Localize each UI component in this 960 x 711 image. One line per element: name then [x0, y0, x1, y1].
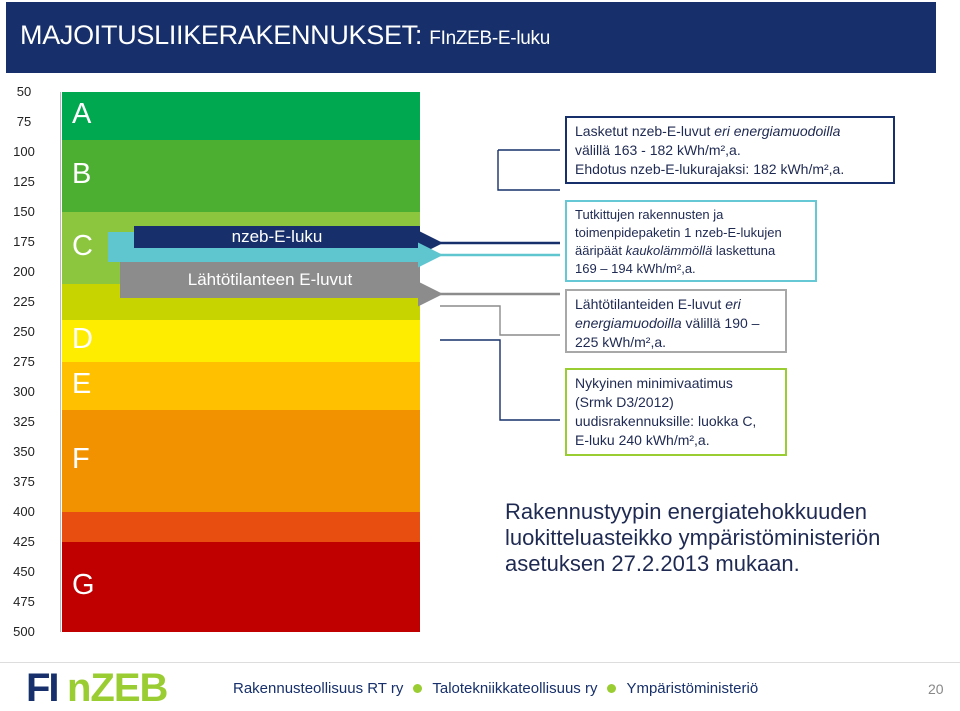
callout-bracket-3: [440, 340, 560, 420]
energy-class-label: G: [72, 569, 95, 601]
energy-class-label: C: [72, 230, 93, 262]
y-tick-label: 50: [16, 84, 32, 99]
energy-class-label: B: [72, 158, 92, 190]
energy-class-band: [62, 542, 420, 632]
y-tick-label: 500: [13, 624, 35, 639]
finzeb-logo: [26, 667, 201, 707]
page-title: MAJOITUSLIIKERAKENNUKSET: FInZEB-E-luku: [20, 20, 550, 50]
y-tick-label: 275: [13, 354, 35, 369]
callout-nzeb-calculated: Lasketut nzeb-E-luvut eri energiamuodoilla välillä 163 - 182 kWh/m²,a. Ehdotus nzeb-E-lukurajaksi: 182 kWh/m²,a.: [565, 116, 895, 184]
callout-bracket-2: [440, 306, 560, 335]
y-tick-label: 250: [13, 324, 35, 339]
footer-partners: Rakennusteollisuus RT ry Talotekniikkateollisuus ry Ympäristöministeriö: [233, 680, 759, 697]
y-tick-label: 125: [13, 174, 35, 189]
callout-district-heating: Tutkittujen rakennusten ja toimenpidepaketin 1 nzeb-E-lukujen ääripäät kaukolämmöllä laskettuna 169 – 194 kWh/m²,a.: [565, 200, 817, 282]
title-bar: [6, 2, 936, 73]
y-tick-label: 475: [13, 594, 35, 609]
energy-class-label: E: [72, 368, 92, 400]
y-tick-label: 150: [13, 204, 35, 219]
svg-text:nZEB: nZEB: [67, 667, 168, 707]
footer-divider: [0, 662, 960, 663]
y-tick-label: 425: [13, 534, 35, 549]
energy-class-band: [62, 410, 420, 512]
energy-class-label: D: [72, 323, 93, 355]
nzeb-range-bar: [108, 248, 420, 262]
page-subtitle: FInZEB-E-luku: [429, 28, 550, 49]
caption-text: Rakennustyypin energiatehokkuuden luokitteluasteikko ympäristöministeriön asetuksen 27.2.2013 mukaan.: [505, 499, 881, 576]
y-tick-label: 375: [13, 474, 35, 489]
energy-class-label: F: [72, 443, 90, 475]
y-tick-label: 325: [13, 414, 35, 429]
page-number: 20: [928, 681, 944, 697]
energy-class-band: [62, 92, 420, 140]
callout-minimum-requirement: Nykyinen minimivaatimus (Srmk D3/2012) uudisrakennuksille: luokka C, E-luku 240 kWh/m²,a.: [565, 368, 787, 456]
y-tick-label: 100: [13, 144, 35, 159]
y-tick-label: 300: [13, 384, 35, 399]
y-tick-label: 400: [13, 504, 35, 519]
bullet-dot: [413, 684, 422, 693]
energy-class-label: A: [72, 98, 92, 130]
nzeb-bar: nzeb-E-luku: [134, 226, 420, 248]
baseline-bar: Lähtötilanteen E-luvut: [120, 262, 420, 298]
y-tick-label: 450: [13, 564, 35, 579]
bullet-dot: [607, 684, 616, 693]
y-tick-label: 75: [16, 114, 32, 129]
y-tick-label: 200: [13, 264, 35, 279]
y-tick-label: 175: [13, 234, 35, 249]
energy-class-band: [62, 320, 420, 362]
energy-class-band: [62, 140, 420, 212]
svg-text:FI: FI: [26, 667, 58, 707]
y-tick-label: 350: [13, 444, 35, 459]
callout-bracket-1: [498, 150, 560, 190]
energy-class-band: [62, 362, 420, 410]
energy-class-band: [62, 512, 420, 542]
y-tick-label: 225: [13, 294, 35, 309]
y-axis-line: [60, 92, 61, 632]
callout-baseline-values: Lähtötilanteiden E-luvut eri energiamuodoilla välillä 190 – 225 kWh/m²,a.: [565, 289, 787, 353]
